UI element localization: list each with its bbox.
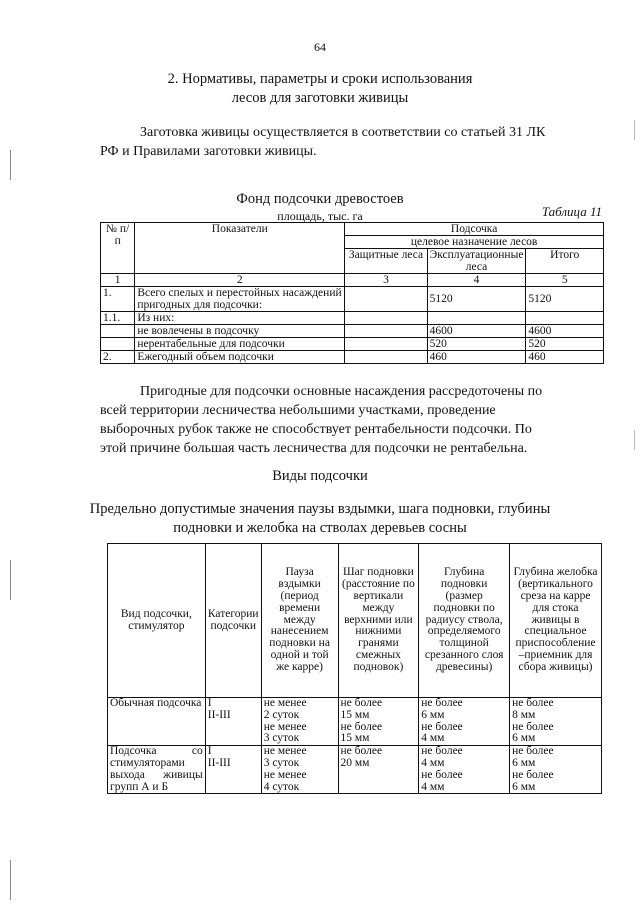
header-protective: Защитные леса [345, 249, 427, 274]
col-number: 5 [526, 274, 604, 287]
table1-subtitle: площадь, тыс. га [277, 209, 363, 223]
table2-title: Предельно допустимые значения паузы вздымки, шага подновки, глубины подновки и желобка на стволах деревьев сосны [89, 501, 551, 536]
header-groove: Глубина желобка (вертикального среза на карре для стока живицы в специальное приспособление –приемник для сбора живицы) [510, 544, 602, 698]
col-number: 4 [427, 274, 526, 287]
page-number: 64 [314, 40, 326, 54]
scan-margin-mark [10, 560, 11, 600]
header-pause: Пауза вздымки (период времени между нанесением подновки на одной и той же карре) [261, 544, 338, 698]
header-purpose: целевое назначение лесов [345, 236, 604, 249]
header-num: № п/п [101, 223, 135, 274]
header-podsochka: Подсочка [345, 223, 604, 236]
scan-margin-mark [634, 430, 635, 450]
table-row: 2. Ежегодный объем подсочки 460 460 [101, 351, 604, 364]
table-row: 1.1. Из них: [101, 312, 604, 325]
scan-margin-mark [10, 150, 11, 180]
types-heading: Виды подсочки [272, 468, 368, 484]
header-step: Шаг подновки (расстояние по вертикали между верхними или нижними гранями смежных подновок) [338, 544, 419, 698]
col-number: 2 [135, 274, 345, 287]
table-number: Таблица 11 [541, 204, 602, 219]
distribution-paragraph: Пригодные для подсочки основные насаждения рассредоточены по всей территории лесничества небольшими участками, проведение выборочных рубок также не способствует рентабельности подсочки. По этой причине большая часть лесничества для подсочки не рентабельна. [100, 384, 543, 456]
header-category: Категории подсочки [205, 544, 261, 698]
header-type: Вид подсочки, стимулятор [108, 544, 206, 698]
tapping-limits-table [107, 543, 602, 794]
table1-title: Фонд подсочки древостоев [236, 191, 404, 207]
table-row: 1. Всего спелых и перестойных насаждений пригодных для подсочки: 5120 5120 [101, 287, 604, 312]
col-number: 3 [345, 274, 427, 287]
scan-margin-mark [634, 120, 635, 140]
table-row: не вовлечены в подсочку 4600 4600 [101, 325, 604, 338]
header-depth: Глубина подновки (размер подновки по радиусу ствола, определяемого толщиной срезанного слоя древесины) [419, 544, 510, 698]
header-indicators: Показатели [135, 223, 345, 274]
intro-paragraph: Заготовка живицы осуществляется в соответствии со статьей 31 ЛК РФ и Правилами заготовки живицы. [100, 125, 546, 159]
header-exploitation: Эксплуатационные леса [427, 249, 526, 274]
forest-fund-table [100, 222, 604, 364]
table-row: Обычная подсочка I II-III не менее 2 суток не менее 3 суток не более 15 мм не более 15 мм не более 6 мм не более 4 мм не более 8 мм не более 6 мм [108, 698, 602, 746]
section-title: 2. Нормативы, параметры и сроки использования лесов для заготовки живицы [167, 71, 473, 106]
table-row: нерентабельные для подсочки 520 520 [101, 338, 604, 351]
scan-margin-mark [10, 860, 11, 900]
table-row: Подсочка со стимуляторами выхода живицы групп А и Б I II-III не менее 3 суток не менее 4 суток не более 20 мм не более 4 мм не более 4 мм не более 6 мм не более 6 мм [108, 746, 602, 794]
header-total: Итого [526, 249, 604, 274]
col-number: 1 [101, 274, 135, 287]
